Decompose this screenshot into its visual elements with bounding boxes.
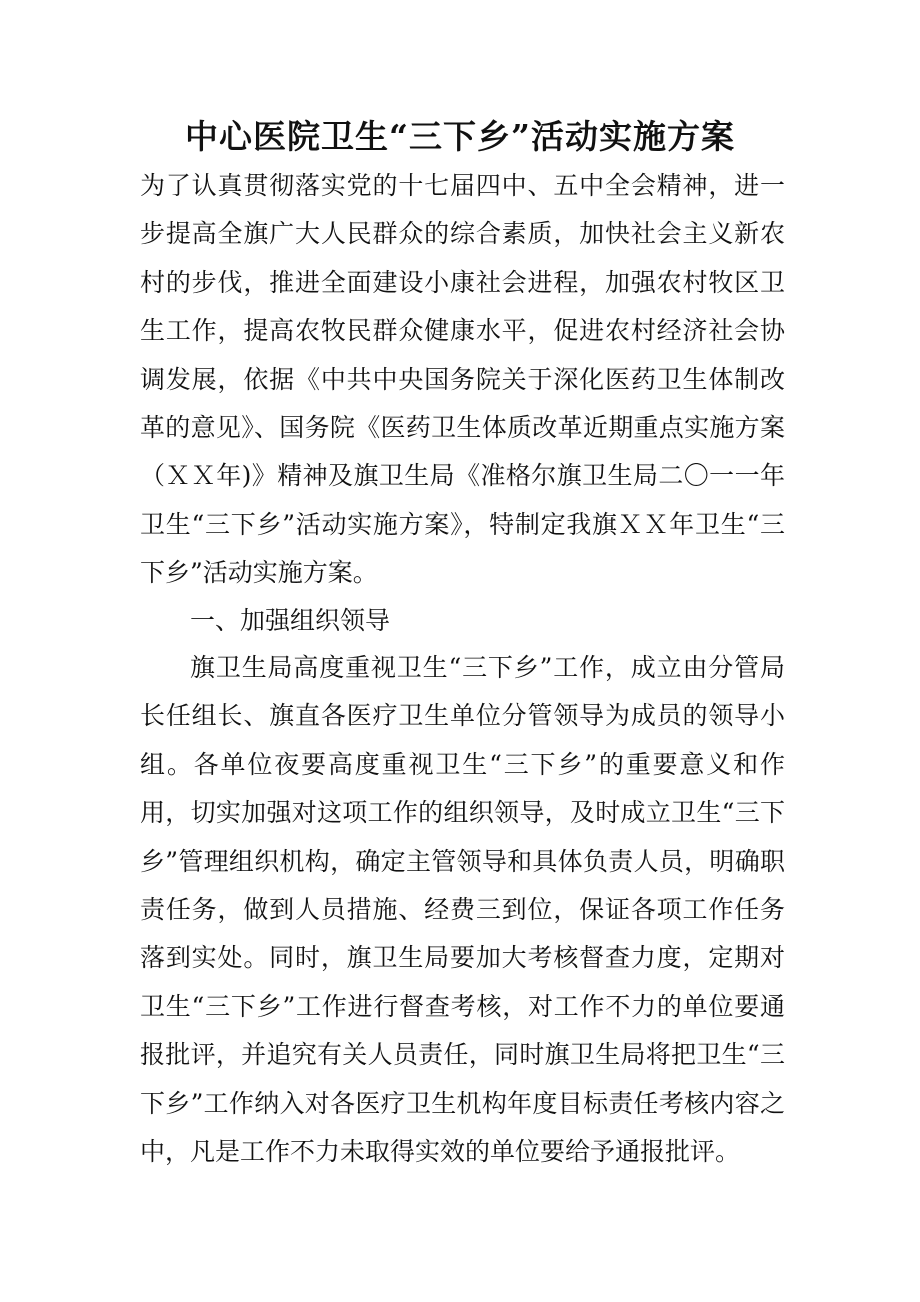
section-heading: 一、加强组织领导 [190, 606, 391, 635]
intro-paragraph: 为了认真贯彻落实党的十七届四中、五中全会精神，进一步提高全旗广大人民群众的综合素质，加快社会主义新农村的步伐，推进全面建设小康社会进程，加强农村牧区卫生工作，提高农牧民群众健康水平，促进农村经济社会协调发展，依据《中共中央国务院关于深化医药卫生体制改革的意见》、国务院《医药卫生体质改革近期重点实施方案（ＸＸ年)》精神及旗卫生局《准格尔旗卫生局二〇一一年卫生“三下乡”活动实施方案》，特制定我旗ＸＸ年卫生“三下乡”活动实施方案。 [140, 171, 785, 588]
section-paragraph: 旗卫生局高度重视卫生“三下乡”工作，成立由分管局长任组长、旗直各医疗卫生单位分管领导为成员的领导小组。各单位夜要高度重视卫生“三下乡”的重要意义和作用，切实加强对这项工作的组织领导，及时成立卫生“三下乡”管理组织机构，确定主管领导和具体负责人员，明确职责任务，做到人员措施、经费三到位，保证各项工作任务落到实处。同时，旗卫生局要加大考核督查力度，定期对卫生“三下乡”工作进行督查考核，对工作不力的单位要通报批评，并追究有关人员责任，同时旗卫生局将把卫生“三下乡”工作纳入对各医疗卫生机构年度目标责任考核内容之中，凡是工作不力未取得实效的单位要给予通报批评。 [140, 653, 785, 1167]
document-title: 中心医院卫生“三下乡”活动实施方案 [185, 117, 735, 156]
